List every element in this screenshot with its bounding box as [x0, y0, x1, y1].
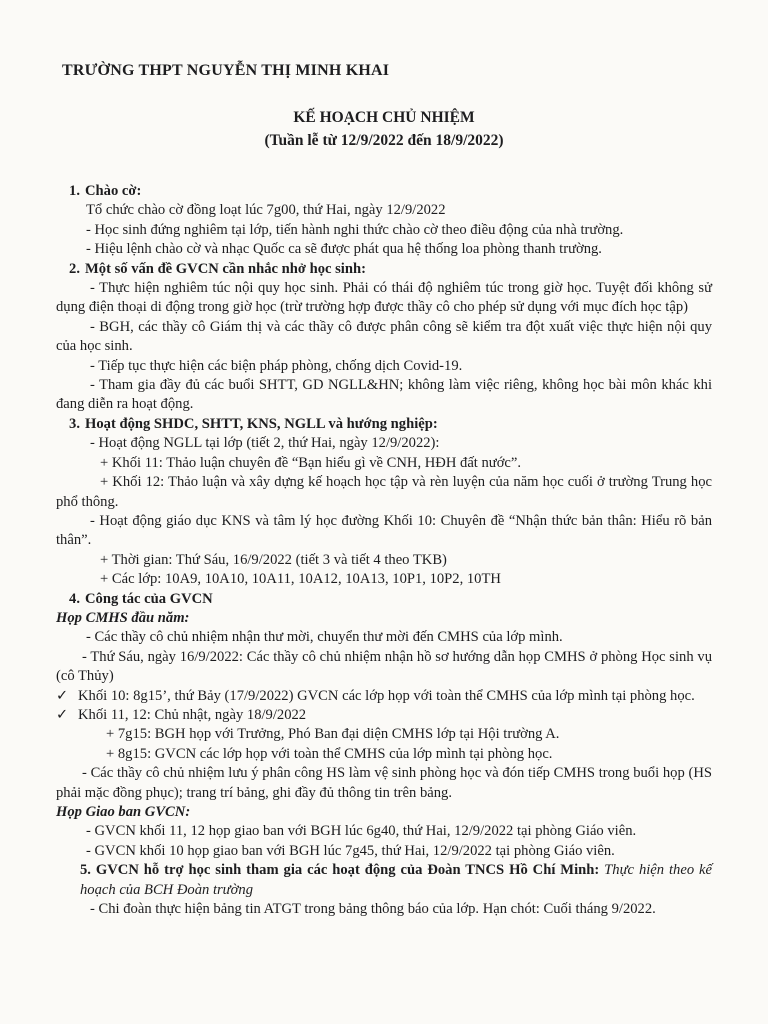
checklist-text: Khối 11, 12: Chủ nhật, ngày 18/9/2022	[78, 706, 307, 723]
section-title: Hoạt động SHDC, SHTT, KNS, NGLL và hướng nghiệp:	[85, 415, 438, 432]
school-name: TRƯỜNG THPT NGUYỄN THỊ MINH KHAI	[62, 62, 390, 79]
section-2-item: - Thực hiện nghiêm túc nội quy học sinh. Phải có thái độ nghiêm túc trong giờ học. Tuyệt đối không sử dụng điện thoại di động trong giờ học (trừ trường hợp được thầy cô cho phép sử dụng với mục đích học tập)	[56, 280, 712, 316]
section-5-item: - Chi đoàn thực hiện bảng tin ATGT trong bảng thông báo của lớp. Hạn chót: Cuối tháng 9/2022.	[90, 901, 656, 918]
document-subtitle: (Tuần lễ từ 12/9/2022 đến 18/9/2022)	[264, 132, 504, 149]
section-4-item: - GVCN khối 10 họp giao ban với BGH lúc 7g45, thứ Hai, 12/9/2022 tại phòng Giáo viên.	[86, 842, 615, 859]
section-1-heading	[56, 182, 712, 201]
section-2-heading	[56, 260, 712, 279]
check-icon: ✓	[56, 687, 69, 704]
section-number: 4.	[69, 590, 80, 607]
section-4-heading	[56, 590, 712, 609]
section-3-ngll: - Hoạt động NGLL tại lớp (tiết 2, thứ Hai, ngày 12/9/2022):	[90, 435, 440, 452]
section-4-item: - Các thầy cô chủ nhiệm lưu ý phân công HS làm vệ sinh phòng học và đón tiếp CMHS trong buổi họp (HS phải mặc đồng phục); trang trí bảng, ghi đầy đủ thông tin trên bảng.	[56, 765, 712, 801]
section-number: 3.	[69, 415, 80, 432]
section-4-item: - GVCN khối 11, 12 họp giao ban với BGH lúc 6g40, thứ Hai, 12/9/2022 tại phòng Giáo viên.	[86, 823, 637, 840]
section-4-item: - Các thầy cô chủ nhiệm nhận thư mời, chuyển thư mời đến CMHS của lớp mình.	[86, 629, 563, 646]
checklist-text: Khối 10: 8g15’, thứ Bảy (17/9/2022) GVCN các lớp họp với toàn thể CMHS của lớp mình tại phòng học.	[78, 687, 695, 704]
section-1-item: - Hiệu lệnh chào cờ và nhạc Quốc ca sẽ được phát qua hệ thống loa phòng thanh trường.	[86, 241, 602, 258]
section-4-subitem: + 7g15: BGH họp với Trưởng, Phó Ban đại diện CMHS lớp tại Hội trường A.	[106, 726, 560, 743]
section-title: GVCN hỗ trợ học sinh tham gia các hoạt động của Đoàn TNCS Hồ Chí Minh:	[95, 862, 600, 879]
section-3-kns: - Hoạt động giáo dục KNS và tâm lý học đường Khối 10: Chuyên đề “Nhận thức bản thân: Hiểu rõ bản thân”.	[56, 512, 712, 549]
section-3-time: + Thời gian: Thứ Sáu, 16/9/2022 (tiết 3 và tiết 4 theo TKB)	[100, 551, 447, 568]
section-2-item: - BGH, các thầy cô Giám thị và các thầy cô được phân công sẽ kiểm tra đột xuất việc thực hiện nội quy của học sinh.	[56, 318, 712, 355]
checklist-item	[56, 687, 712, 706]
section-title: Công tác của GVCN	[85, 590, 213, 607]
section-5-heading-italic: Thực hiện theo kế hoạch của BCH Đoàn trường	[80, 862, 713, 898]
check-icon: ✓	[56, 706, 69, 723]
document-title-block	[0, 106, 768, 152]
section-title: Chào cờ:	[85, 183, 142, 199]
section-2-item: - Tham gia đầy đủ các buổi SHTT, GD NGLL&HN; không làm việc riêng, không học bài môn khác khi đang diễn ra hoạt động.	[56, 377, 712, 413]
section-4-subitem: + 8g15: GVCN các lớp họp với toàn thể CMHS của lớp mình tại phòng học.	[106, 745, 553, 762]
document-title: KẾ HOẠCH CHỦ NHIỆM	[293, 109, 475, 126]
section-2-item: - Tiếp tục thực hiện các biện pháp phòng, chống dịch Covid-19.	[90, 357, 463, 374]
section-1-intro: Tổ chức chào cờ đồng loạt lúc 7g00, thứ Hai, ngày 12/9/2022	[86, 202, 446, 219]
section-title: Một số vấn đề GVCN cần nhắc nhở học sinh:	[85, 260, 366, 277]
section-number: 5.	[80, 862, 91, 879]
document-body	[56, 182, 712, 919]
section-number: 2.	[69, 260, 80, 277]
subheading-briefing: Họp Giao ban GVCN:	[56, 804, 191, 820]
section-number: 1.	[69, 183, 80, 199]
section-3-k12: + Khối 12: Thảo luận và xây dựng kế hoạch học tập và rèn luyện của năm học cuối ở trường Trung học phổ thông.	[56, 474, 712, 510]
section-1-item: - Học sinh đứng nghiêm tại lớp, tiến hành nghi thức chào cờ theo điều động của nhà trường.	[86, 221, 624, 238]
subheading-parent-meeting: Họp CMHS đầu năm:	[56, 609, 190, 626]
checklist-item	[56, 706, 712, 725]
section-5-heading	[56, 861, 712, 900]
section-3-heading	[56, 415, 712, 434]
section-3-k11: + Khối 11: Thảo luận chuyên đề “Bạn hiểu gì về CNH, HĐH đất nước”.	[100, 454, 522, 471]
section-4-item: - Thứ Sáu, ngày 16/9/2022: Các thầy cô chủ nhiệm nhận hồ sơ hướng dẫn họp CMHS ở phòng Học sinh vụ (cô Thủy)	[56, 648, 712, 685]
section-3-classes: + Các lớp: 10A9, 10A10, 10A11, 10A12, 10A13, 10P1, 10P2, 10TH	[100, 571, 501, 588]
